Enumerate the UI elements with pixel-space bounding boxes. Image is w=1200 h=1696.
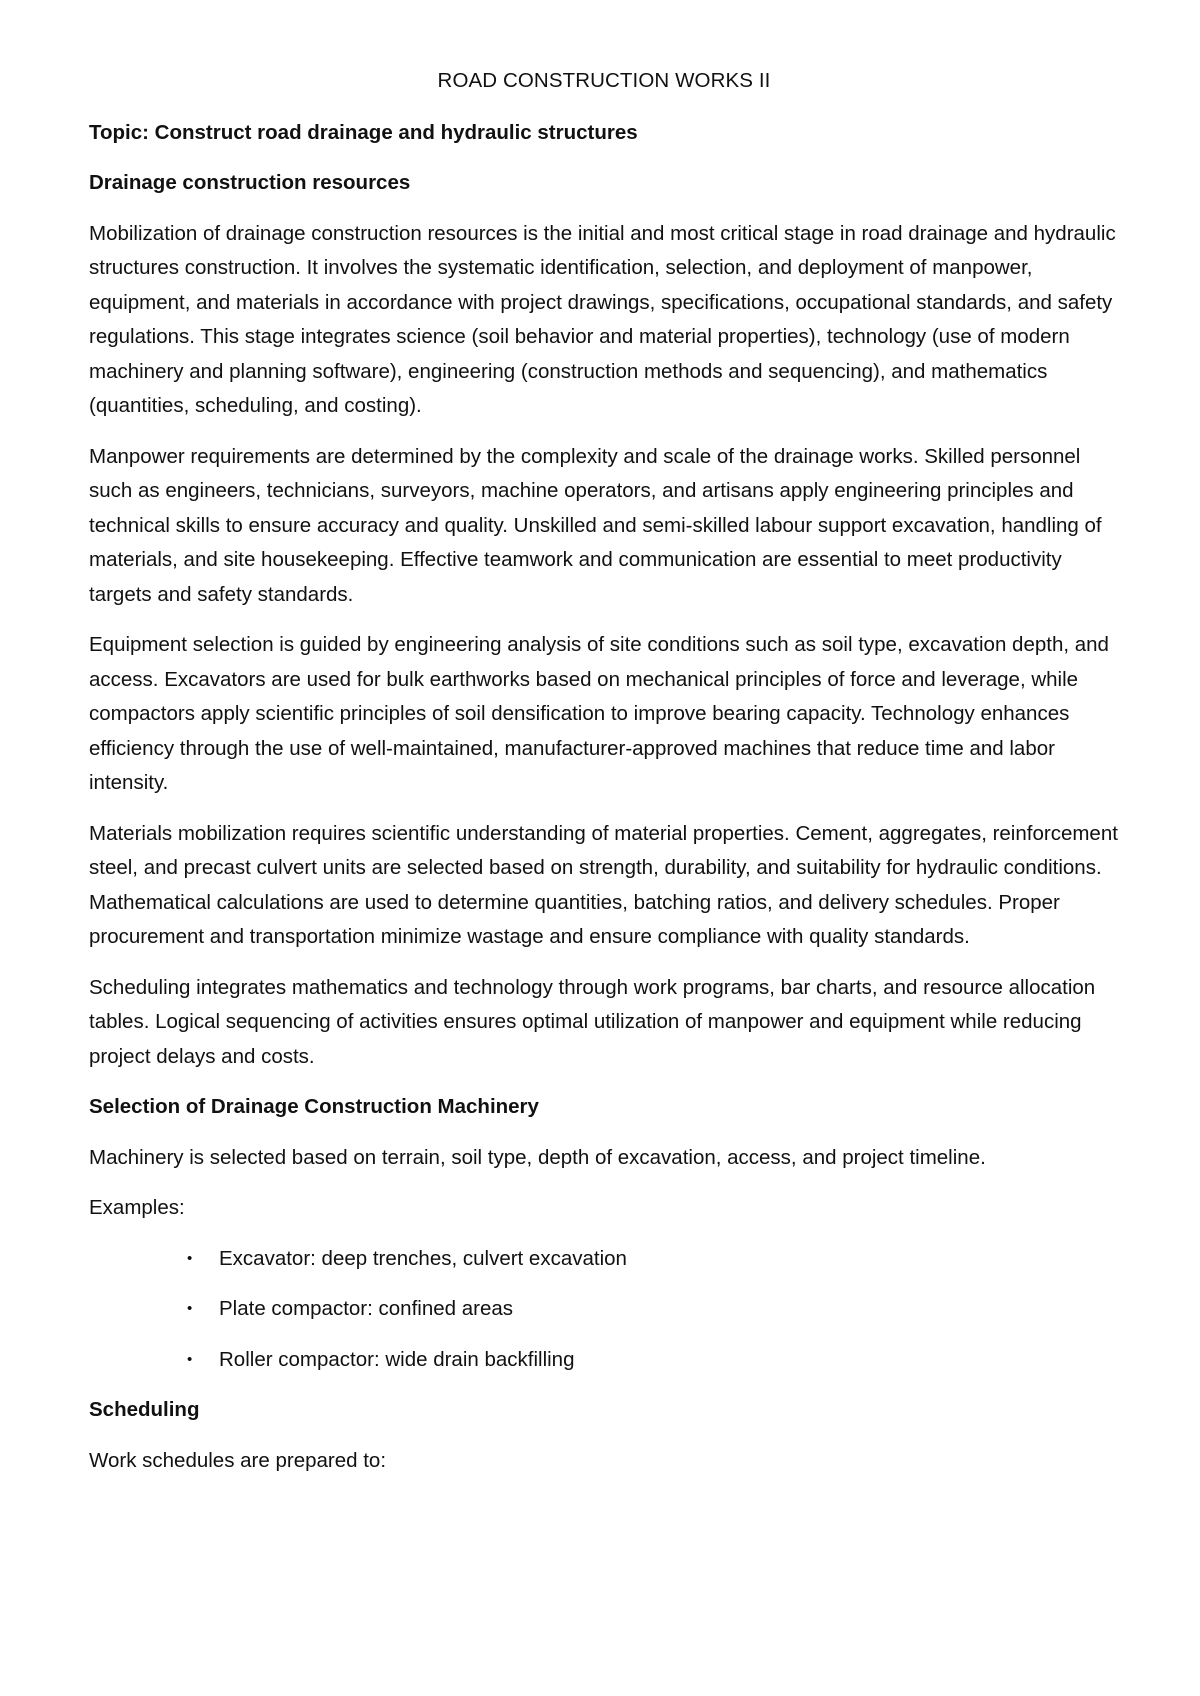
list-item-text: Excavator: deep trenches, culvert excavation: [219, 1246, 627, 1270]
document-page: [89, 64, 1119, 1494]
section-heading-scheduling: Scheduling: [89, 1398, 200, 1421]
list-item: [89, 1343, 1119, 1378]
list-item-text: Plate compactor: confined areas: [219, 1297, 513, 1320]
examples-list: [89, 1242, 1119, 1378]
section-heading-drainage-resources: Drainage construction resources: [89, 171, 411, 194]
list-item: [89, 1242, 1119, 1277]
paragraph-mobilization: Mobilization of drainage construction resources is the initial and most critical stage in road drainage and hydraulic structures construction. It involves the systematic identification, selection, and deployment of manpower, equipment, and materials in accordance with project drawings, specifications, occupational standards, and safety regulations. This stage integrates science (soil behavior and material properties), technology (use of modern machinery and planning software), engineering (construction methods and sequencing), and mathematics (quantities, scheduling, and costing).: [89, 221, 1116, 417]
bullet-icon: •: [187, 1300, 193, 1317]
paragraph-manpower: Manpower requirements are determined by the complexity and scale of the drainage works. Skilled personnel such as engineers, technicians, surveyors, machine operators, and artisans apply engineering principles and technical skills to ensure accuracy and quality. Unskilled and semi-skilled labour support excavation, handling of materials, and site housekeeping. Effective teamwork and communication are essential to meet productivity targets and safety standards.: [89, 444, 1102, 606]
paragraph-materials: Materials mobilization requires scientific understanding of material properties. Cement, aggregates, reinforcement steel, and precast culvert units are selected based on strength, durability, and suitability for hydraulic conditions. Mathematical calculations are used to determine quantities, batching ratios, and delivery schedules. Proper procurement and transportation minimize wastage and ensure compliance with quality standards.: [89, 821, 1118, 948]
paragraph-scheduling-intro: Work schedules are prepared to:: [89, 1448, 387, 1472]
examples-label: Examples:: [89, 1196, 185, 1219]
topic-heading: Topic: Construct road drainage and hydraulic structures: [89, 120, 638, 144]
document-title: ROAD CONSTRUCTION WORKS II: [437, 69, 771, 92]
list-item: [89, 1292, 1119, 1327]
paragraph-equipment: Equipment selection is guided by engineering analysis of site conditions such as soil type, excavation depth, and access. Excavators are used for bulk earthworks based on mechanical principles of force and leverage, while compactors apply scientific principles of soil densification to improve bearing capacity. Technology enhances efficiency through the use of well-maintained, manufacturer-approved machines that reduce time and labor intensity.: [89, 633, 1109, 794]
paragraph-scheduling-integration: Scheduling integrates mathematics and technology through work programs, bar charts, and resource allocation tables. Logical sequencing of activities ensures optimal utilization of manpower and equipment while reducing project delays and costs.: [89, 975, 1096, 1068]
list-item-text: Roller compactor: wide drain backfilling: [219, 1347, 575, 1371]
section-heading-machinery: Selection of Drainage Construction Machinery: [89, 1095, 539, 1118]
bullet-icon: •: [187, 1350, 193, 1368]
paragraph-machinery-intro: Machinery is selected based on terrain, soil type, depth of excavation, access, and project timeline.: [89, 1145, 986, 1169]
bullet-icon: •: [187, 1249, 193, 1267]
